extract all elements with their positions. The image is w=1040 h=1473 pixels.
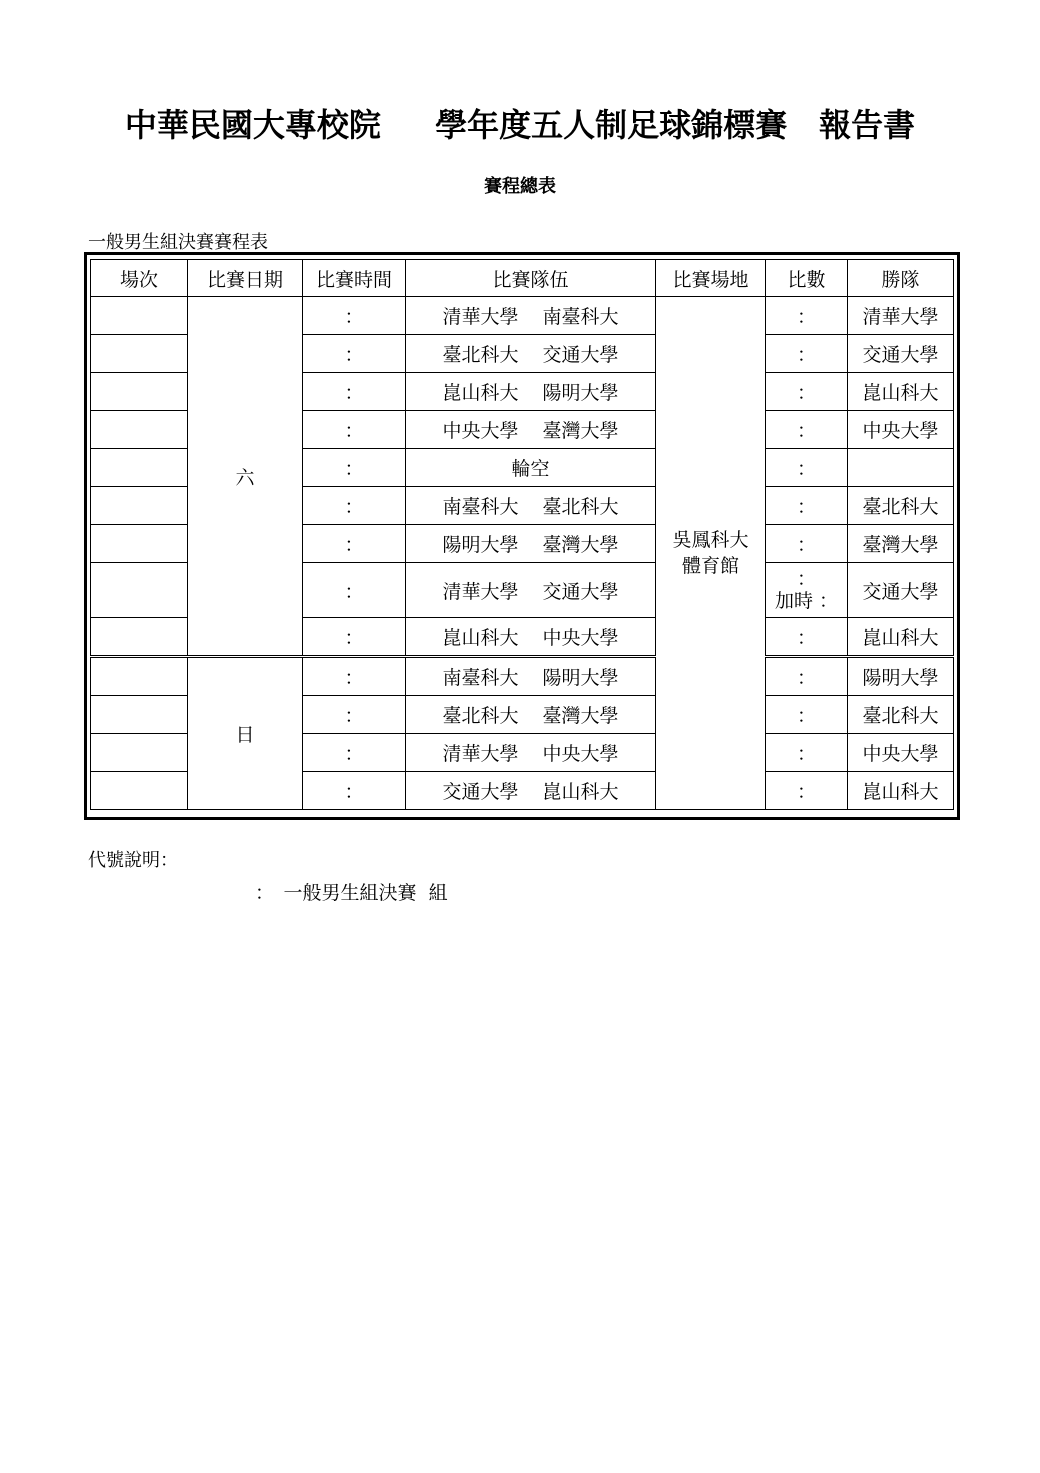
score-cell: ： — [766, 373, 848, 411]
team-b: 臺灣大學 — [542, 705, 619, 727]
match-number-cell — [91, 734, 188, 772]
table-row — [91, 657, 954, 696]
score-cell: ： — [766, 297, 848, 335]
time-cell: ： — [303, 335, 406, 373]
teams-cell — [406, 734, 656, 772]
report-title: 中華民國大專校院 學年度五人制足球錦標賽 報告書 — [124, 106, 916, 144]
time-cell: ： — [303, 487, 406, 525]
match-number-cell — [91, 772, 188, 810]
team-b: 陽明大學 — [542, 667, 619, 689]
match-number-cell — [91, 563, 188, 618]
winner-cell: 中央大學 — [848, 411, 954, 449]
score-cell: ： — [766, 487, 848, 525]
winner-cell: 交通大學 — [848, 563, 954, 618]
legend-title: 代號說明： — [88, 850, 178, 871]
score-cell: ： — [766, 525, 848, 563]
team-a: 清華大學 — [442, 743, 519, 765]
score-cell: ： — [766, 335, 848, 373]
legend-line: ： 一般男生組決賽 組 — [255, 882, 448, 904]
time-cell: ： — [303, 411, 406, 449]
teams-cell — [406, 411, 656, 449]
time-cell: ： — [303, 525, 406, 563]
team-b: 交通大學 — [542, 344, 619, 366]
team-a: 陽明大學 — [442, 534, 519, 556]
col-header-winner: 勝隊 — [848, 260, 954, 297]
teams-cell — [406, 618, 656, 657]
schedule-subtitle: 賽程總表 — [484, 176, 556, 197]
col-header-date: 比賽日期 — [188, 260, 303, 297]
match-number-cell — [91, 525, 188, 563]
team-a: 崑山科大 — [442, 382, 519, 404]
teams-cell — [406, 487, 656, 525]
match-number-cell — [91, 449, 188, 487]
score-cell: ： — [766, 618, 848, 657]
score-cell: ： — [766, 657, 848, 696]
match-number-cell — [91, 373, 188, 411]
team-a: 南臺科大 — [442, 667, 519, 689]
match-number-cell — [91, 657, 188, 696]
team-a: 臺北科大 — [442, 705, 519, 727]
match-number-cell — [91, 411, 188, 449]
team-a: 南臺科大 — [442, 496, 519, 518]
time-cell: ： — [303, 563, 406, 618]
teams-cell — [406, 525, 656, 563]
score-cell — [766, 563, 848, 618]
match-number-cell — [91, 618, 188, 657]
teams-cell — [406, 772, 656, 810]
col-header-venue: 比賽場地 — [656, 260, 766, 297]
team-a: 清華大學 — [442, 580, 519, 603]
team-b: 崑山科大 — [542, 781, 619, 803]
header-row — [91, 260, 954, 297]
score-regular: ： — [796, 568, 816, 590]
winner-cell: 臺北科大 — [848, 696, 954, 734]
team-a: 中央大學 — [442, 420, 519, 442]
score-overtime: 加時 ： — [774, 590, 839, 612]
match-number-cell — [91, 696, 188, 734]
time-cell: ： — [303, 618, 406, 657]
teams-cell — [406, 373, 656, 411]
col-header-teams: 比賽隊伍 — [406, 260, 656, 297]
match-number-cell — [91, 297, 188, 335]
match-number-cell — [91, 335, 188, 373]
team-a: 清華大學 — [442, 306, 519, 328]
time-cell: ： — [303, 657, 406, 696]
col-header-score: 比數 — [766, 260, 848, 297]
time-cell: ： — [303, 696, 406, 734]
winner-cell: 崑山科大 — [848, 373, 954, 411]
winner-cell: 崑山科大 — [848, 772, 954, 810]
time-cell: ： — [303, 772, 406, 810]
time-cell: ： — [303, 734, 406, 772]
teams-cell — [406, 297, 656, 335]
winner-cell — [848, 449, 954, 487]
table-row — [91, 297, 954, 335]
team-a: 臺北科大 — [442, 344, 519, 366]
team-a: 崑山科大 — [442, 627, 519, 649]
venue-line-1: 吳鳳科大 — [672, 529, 749, 551]
venue-cell — [656, 297, 766, 810]
team-a: 交通大學 — [442, 781, 519, 803]
team-b: 中央大學 — [542, 627, 619, 649]
team-b: 交通大學 — [542, 580, 619, 603]
team-b: 臺灣大學 — [542, 534, 619, 556]
score-cell: ： — [766, 734, 848, 772]
schedule-table — [90, 259, 954, 810]
col-header-time: 比賽時間 — [303, 260, 406, 297]
team-b: 南臺科大 — [542, 306, 619, 328]
score-cell: ： — [766, 411, 848, 449]
team-b: 臺北科大 — [542, 496, 619, 518]
score-cell: ： — [766, 696, 848, 734]
score-cell: ： — [766, 772, 848, 810]
date-cell-sunday: 日 — [188, 657, 303, 810]
venue-line-2: 體育館 — [681, 555, 739, 577]
team-b: 陽明大學 — [542, 382, 619, 404]
winner-cell: 臺北科大 — [848, 487, 954, 525]
teams-cell — [406, 563, 656, 618]
teams-cell — [406, 657, 656, 696]
team-b: 臺灣大學 — [542, 420, 619, 442]
match-number-cell — [91, 487, 188, 525]
col-header-match-no: 場次 — [91, 260, 188, 297]
date-cell-saturday: 六 — [188, 297, 303, 657]
time-cell: ： — [303, 373, 406, 411]
time-cell: ： — [303, 297, 406, 335]
table-caption: 一般男生組決賽賽程表 — [88, 232, 268, 253]
winner-cell: 崑山科大 — [848, 618, 954, 657]
winner-cell: 清華大學 — [848, 297, 954, 335]
team-b: 中央大學 — [542, 743, 619, 765]
teams-cell — [406, 696, 656, 734]
winner-cell: 中央大學 — [848, 734, 954, 772]
score-cell: ： — [766, 449, 848, 487]
time-cell: ： — [303, 449, 406, 487]
teams-cell — [406, 335, 656, 373]
winner-cell: 交通大學 — [848, 335, 954, 373]
winner-cell: 臺灣大學 — [848, 525, 954, 563]
winner-cell: 陽明大學 — [848, 657, 954, 696]
bye-cell: 輪空 — [406, 449, 656, 487]
